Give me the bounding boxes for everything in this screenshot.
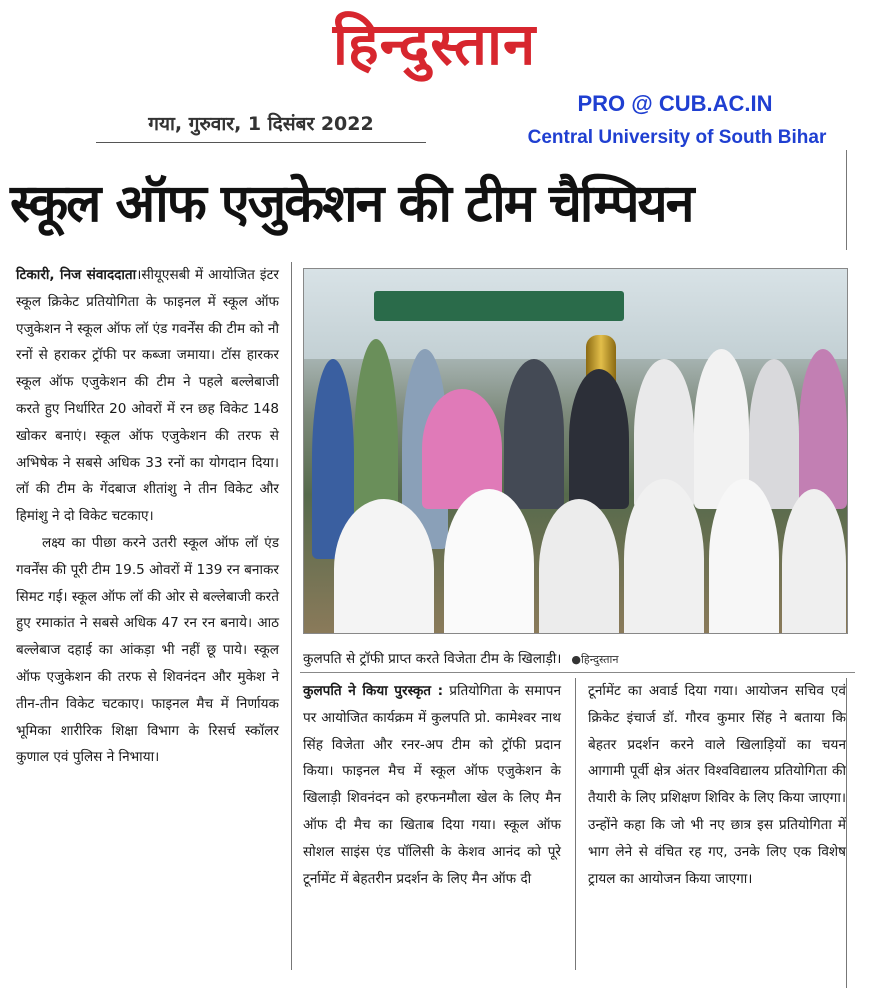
photo-figure: [782, 489, 846, 634]
article-column-1: [16, 262, 279, 771]
edition-dateline: गया, गुरुवार, 1 दिसंबर 2022: [148, 113, 374, 135]
column3-paragraph: टूर्नामेंट का अवार्ड दिया गया। आयोजन सचिव एवं क्रिकेट इंचार्ज डॉ. गौरव कुमार सिंह ने बताया कि बेहतर प्रदर्शन करने वाले खिलाड़ियों का चयन आगामी पूर्वी क्षेत्र अंतर विश्वविद्यालय प्रतियोगिता की तैयारी के लिए प्रशिक्षण शिविर के लिए किया जाएगा। उन्होंने कहा कि जो भी नए छात्र इस प्रतियोगिता में भाग लेने से वंचित रह गए, उनके लिए एक विशेष ट्रायल का आयोजन किया जाएगा।: [588, 683, 846, 887]
photo-figure: [569, 369, 629, 509]
photo-figure: [539, 499, 619, 634]
reporter-dateline: टिकारी, निज संवाददाता: [16, 267, 137, 283]
pro-email-label: PRO @ CUB.AC.IN: [577, 91, 773, 116]
photo-caption: [303, 648, 863, 667]
photo-banner: [374, 291, 624, 321]
article-column-3: [588, 678, 846, 892]
photo-figure: [504, 359, 564, 509]
column2-subhead: कुलपति ने किया पुरस्कृत :: [303, 683, 444, 699]
column-divider-2: [575, 678, 576, 970]
photo-figure: [444, 489, 534, 634]
dateline-underline: [96, 142, 426, 143]
photo-figure: [799, 349, 847, 509]
photo-figure: [624, 479, 704, 634]
caption-rule: [300, 672, 855, 673]
right-border-rule: [846, 678, 847, 988]
photo-figure: [709, 479, 779, 634]
column1-paragraph-1: ।सीयूएसबी में आयोजित इंटर स्कूल क्रिकेट प्रतियोगिता के फाइनल में स्कूल ऑफ एजुकेशन ने स्कूल ऑफ लॉ एंड गवर्नेंस की टीम को नौ रनों से हराकर ट्रॉफी पर कब्जा जमाया। टॉस हारकर स्कूल ऑफ एजुकेशन की टीम ने पहले बल्लेबाजी करते हुए निर्धारित 20 ओवरों में रन छह विकेट 148 खोकर बनाएं। स्कूल ऑफ एजुकेशन की तरफ से अभिषेक ने सबसे अधिक 33 रनों का योगदान दिया। लॉ की टीम के गेंदबाज शीतांशु ने तीन विकेट और हिमांशु ने दो विकेट चटकाए।: [16, 267, 279, 525]
university-label: Central University of South Bihar: [527, 127, 827, 148]
photo-crowd: [304, 329, 847, 634]
newspaper-masthead: हिन्दुस्तान: [332, 10, 537, 78]
photo-caption-text: कुलपति से ट्रॉफी प्राप्त करते विजेता टीम के खिलाड़ी।: [303, 651, 562, 667]
article-column-2: [303, 678, 561, 892]
photo-figure: [334, 499, 434, 634]
team-photo: [303, 268, 848, 634]
article-headline: स्कूल ऑफ एजुकेशन की टीम चैम्पियन: [10, 174, 693, 234]
column-divider-1: [291, 262, 292, 970]
photo-credit: ●हिन्दुस्तान: [571, 653, 619, 666]
column2-paragraph: प्रतियोगिता के समापन पर आयोजित कार्यक्रम में कुलपति प्रो. कामेश्वर नाथ सिंह विजेता और रनर-अप टीम को ट्रॉफी प्रदान किया। फाइनल मैच में स्कूल ऑफ एजुकेशन के खिलाड़ी शिवनंदन को हरफनमौला खेल के लिए मैन ऑफ दी मैच का खिताब दिया गया। स्कूल ऑफ सोशल साइंस एंड पॉलिसी के केशव आनंद को पूरे टूर्नामेंट में बेहतरीन प्रदर्शन के लिए मैन ऑफ दी: [303, 683, 561, 887]
column1-paragraph-2: लक्ष्य का पीछा करने उतरी स्कूल ऑफ लॉ एंड गवर्नेंस की पूरी टीम 19.5 ओवरों में 139 रन बनाकर सिमट गई। स्कूल ऑफ लॉ की ओर से बल्लेबाजी करते हुए रमाकांत ने सबसे अधिक 47 रन रन बनाये। आठ बल्लेबाज दहाई का आंकड़ा भी नहीं छू पाये। स्कूल ऑफ एजुकेशन की तरफ से शिवनंदन और मुकेश ने तीन-तीन विकेट चटकाए। फाइनल मैच में निर्णायक भूमिका शारीरिक शिक्षा विभाग के रिसर्च स्कॉलर कुणाल एवं पुलिस ने निभाया।: [16, 534, 279, 766]
